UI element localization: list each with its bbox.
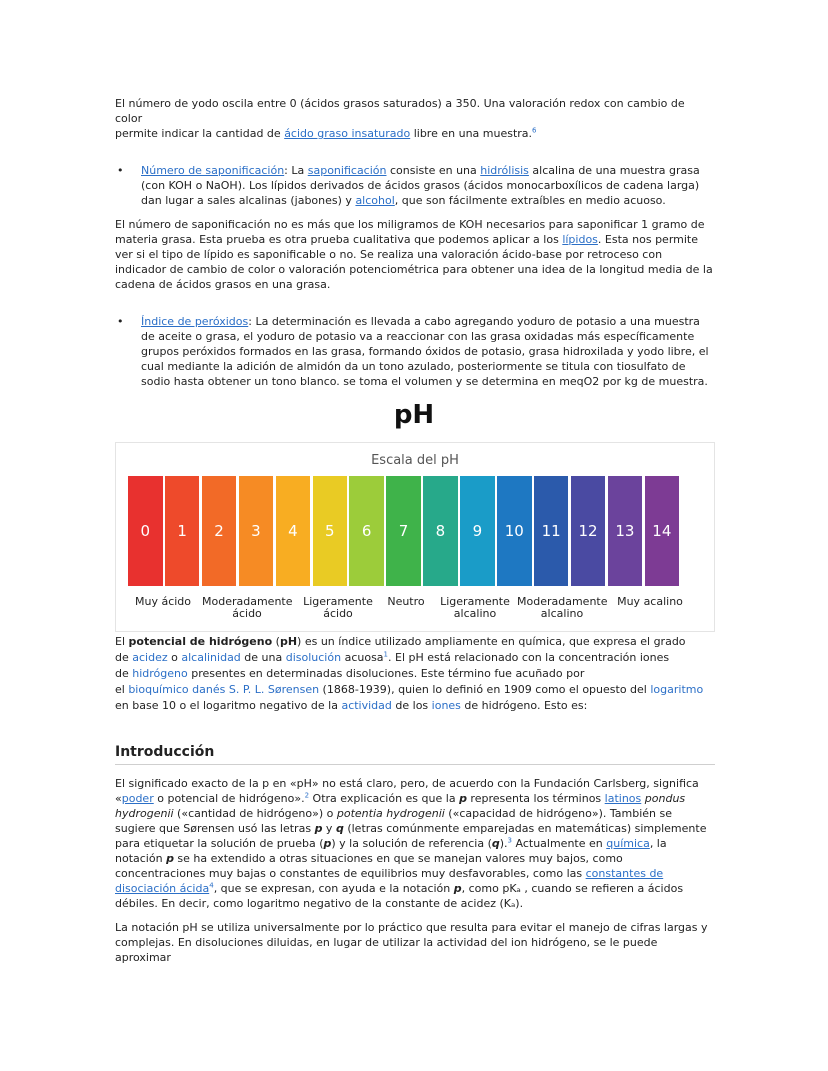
text: El número de saponificación no es más que los miligramos de KOH necesarios para saponificar 1 gramo de materia grasa. Esta prueba es otra prueba cualitativa que podemos aplicar a los <box>115 218 705 246</box>
text: , que son fácilmente extraíbles en medio acuoso. <box>394 194 666 207</box>
italic-p: p <box>314 822 323 835</box>
text: y <box>322 822 336 835</box>
intro-body <box>115 776 715 965</box>
disolucion-link[interactable]: disolución <box>285 651 342 664</box>
bullet-dot: • <box>117 315 124 328</box>
acido-graso-link[interactable]: ácido graso insaturado <box>284 127 411 140</box>
lipidos-link[interactable]: lípidos <box>562 233 598 246</box>
text: El <box>115 635 129 648</box>
ph-heading: pH <box>393 400 435 430</box>
yodo-line2-end: libre en una muestra. <box>410 127 533 140</box>
hidrogeno-link[interactable]: hidrógeno <box>132 667 188 680</box>
saponificacion-link[interactable]: saponificación <box>307 164 387 177</box>
bullet-dot: • <box>117 164 124 177</box>
ph-bar-2: 2 <box>202 476 237 586</box>
text: en base 10 o el logaritmo negativo de la <box>115 699 342 712</box>
text: o potencial de hidrógeno». <box>153 792 305 805</box>
ph-category-label: Muy ácido <box>134 595 192 608</box>
ph-definition <box>115 634 715 714</box>
ph-bar-6: 6 <box>349 476 384 586</box>
text: . Esta nos permite ver si el tipo de lípido es saponificable o no. Se realiza una valoración ácido-base por retroceso con indicador de cambio de color o valoración potenciométrica para obtener una idea de la longitud media de la cadena de ácidos grasos en una grasa. <box>115 233 713 291</box>
ph-bar-3: 3 <box>239 476 274 586</box>
text: de una <box>240 651 286 664</box>
text: : La determinación es llevada a cabo agregando yoduro de potasio a una muestra de aceite o grasa, el yoduro de potasio va a reaccionar con las grasa oxidadas más específicamente grupos peróxidos formados en las grasa, formando óxidos de potasio, grasa hidroxilada y yodo libre, el cual mediante la adición de almidón da un tono azulado, posteriormente se titula con tiosulfato de sodio hasta obtener un tono blanco. se toma el volumen y se determina en meqO2 por kg de muestra. <box>141 315 709 388</box>
text: ). <box>499 837 508 850</box>
constantes-link[interactable]: constantes de disociación ácida <box>115 867 664 895</box>
text: (1868-1939), quien lo definió en 1909 como el opuesto del <box>319 683 651 696</box>
peroxidos-title-link[interactable]: Índice de peróxidos <box>141 315 249 328</box>
alcalinidad-link[interactable]: alcalinidad <box>181 651 241 664</box>
text: o <box>167 651 182 664</box>
text: de los <box>391 699 432 712</box>
text: de <box>115 667 133 680</box>
ph-bar-7: 7 <box>386 476 421 586</box>
ph-category-label: Ligeramente alcalino <box>440 595 510 620</box>
text: . El pH está relacionado con la concentración iones <box>388 651 670 664</box>
bold-term: potencial de hidrógeno <box>128 635 273 648</box>
text: se ha extendido a otras situaciones en que se manejan valores muy bajos, como concentraciones muy bajas o constantes de equilibrios muy desfavorables, como las <box>115 852 623 880</box>
italic-q: q <box>491 837 500 850</box>
upper-text <box>115 96 715 389</box>
ph-bar-13: 13 <box>608 476 643 586</box>
ph-bar-9: 9 <box>460 476 495 586</box>
bold-term: pH <box>279 635 298 648</box>
text: consiste en una <box>386 164 481 177</box>
scale-title: Escala del pH <box>371 453 459 468</box>
ref-1[interactable]: 1 <box>383 650 389 659</box>
text: : La <box>284 164 308 177</box>
text: El significado exacto de la p en «pH» no está claro, pero, de acuerdo con la Fundación Carlsberg, significa « <box>115 777 699 805</box>
italic-p: p <box>453 882 462 895</box>
intro-heading: Introducción <box>115 744 715 765</box>
peroxidos-item <box>115 314 715 389</box>
acidez-link[interactable]: acidez <box>132 651 168 664</box>
sorensen-link[interactable]: bioquímico danés S. P. L. Sørensen <box>128 683 320 696</box>
saponificacion-paragraph <box>115 217 715 292</box>
yodo-paragraph <box>115 96 715 141</box>
text: presentes en determinadas disoluciones. Este término fue acuñado por <box>187 667 585 680</box>
italic-q: q <box>335 822 344 835</box>
text: («cantidad de hidrógeno») o <box>173 807 337 820</box>
text: acuosa <box>341 651 384 664</box>
ph-bar-12: 12 <box>571 476 606 586</box>
ref-6[interactable]: 6 <box>532 126 537 135</box>
yodo-line2: permite indicar la cantidad de <box>115 127 285 140</box>
ph-scale-image <box>115 442 715 632</box>
intro-paragraph-1 <box>115 776 715 911</box>
ph-bar-11: 11 <box>534 476 569 586</box>
text: de hidrógeno. Esto es: <box>460 699 588 712</box>
italic-p: p <box>459 792 467 805</box>
poder-link[interactable]: poder <box>121 792 154 805</box>
text: , como pKₐ , cuando se refieren a ácidos débiles. En decir, como logaritmo negativo de la constante de acidez (Kₐ). <box>115 882 684 910</box>
ph-bar-14: 14 <box>645 476 680 586</box>
ref-3[interactable]: 3 <box>507 836 512 845</box>
ph-category-label: Moderadamente ácido <box>202 595 293 620</box>
text: de <box>115 651 133 664</box>
latinos-link[interactable]: latinos <box>604 792 642 805</box>
saponificacion-item <box>115 163 715 208</box>
iones-link[interactable]: iones <box>431 699 461 712</box>
quimica-link[interactable]: química <box>606 837 650 850</box>
text: representa los términos <box>466 792 605 805</box>
logaritmo-link[interactable]: logaritmo <box>650 683 704 696</box>
actividad-link[interactable]: actividad <box>341 699 392 712</box>
text: Actualmente en <box>512 837 607 850</box>
text: («capacidad de hidrógeno»). También se sugiere que Sørensen usó las letras <box>115 807 673 835</box>
ph-bar-1: 1 <box>165 476 200 586</box>
text: Otra explicación es que la <box>309 792 460 805</box>
ph-bar-4: 4 <box>276 476 311 586</box>
italic-p: p <box>323 837 332 850</box>
ph-category-label: Neutro <box>387 595 425 608</box>
text: , que se expresan, con ayuda e la notación <box>213 882 454 895</box>
ref-2[interactable]: 2 <box>304 791 310 800</box>
ph-bar-10: 10 <box>497 476 532 586</box>
italic-term: potentia hydrogenii <box>336 807 445 820</box>
text: el <box>115 683 129 696</box>
italic-p: p <box>166 852 174 865</box>
hidrolisis-link[interactable]: hidrólisis <box>480 164 529 177</box>
text: , la notación <box>115 837 667 865</box>
ph-bar-5: 5 <box>313 476 348 586</box>
alcohol-link[interactable]: alcohol <box>355 194 395 207</box>
text: ) es un índice utilizado ampliamente en química, que expresa el grado <box>297 635 686 648</box>
ph-category-label: Muy acalino <box>617 595 683 608</box>
ph-category-label: Moderadamente alcalino <box>517 595 608 620</box>
saponificacion-title-link[interactable]: Número de saponificación <box>141 164 285 177</box>
yodo-line1: El número de yodo oscila entre 0 (ácidos grasos saturados) a 350. Una valoración redox con cambio de color <box>115 97 685 125</box>
italic-term: pondus hydrogenii <box>115 792 686 820</box>
ph-category-label: Ligeramente ácido <box>303 595 373 620</box>
text: alcalina de una muestra grasa (con KOH o NaOH). Los lípidos derivados de ácidos grasos (ácidos monocarboxílicos de cadena larga) dan lugar a sales alcalinas (jabones) y <box>141 164 700 207</box>
text: (letras comúnmente emparejadas en matemáticas) simplemente para etiquetar la solución de prueba ( <box>115 822 707 850</box>
ref-4[interactable]: 4 <box>209 881 214 890</box>
text: ( <box>272 635 280 648</box>
intro-paragraph-2: La notación pH se utiliza universalmente por lo práctico que resulta para evitar el manejo de cifras largas y complejas. En disoluciones diluidas, en lugar de utilizar la actividad del ion hidrógeno, se le puede aproximar <box>115 921 708 964</box>
ph-bar-8: 8 <box>423 476 458 586</box>
ph-bar-0: 0 <box>128 476 163 586</box>
text: ) y la solución de referencia ( <box>331 837 492 850</box>
